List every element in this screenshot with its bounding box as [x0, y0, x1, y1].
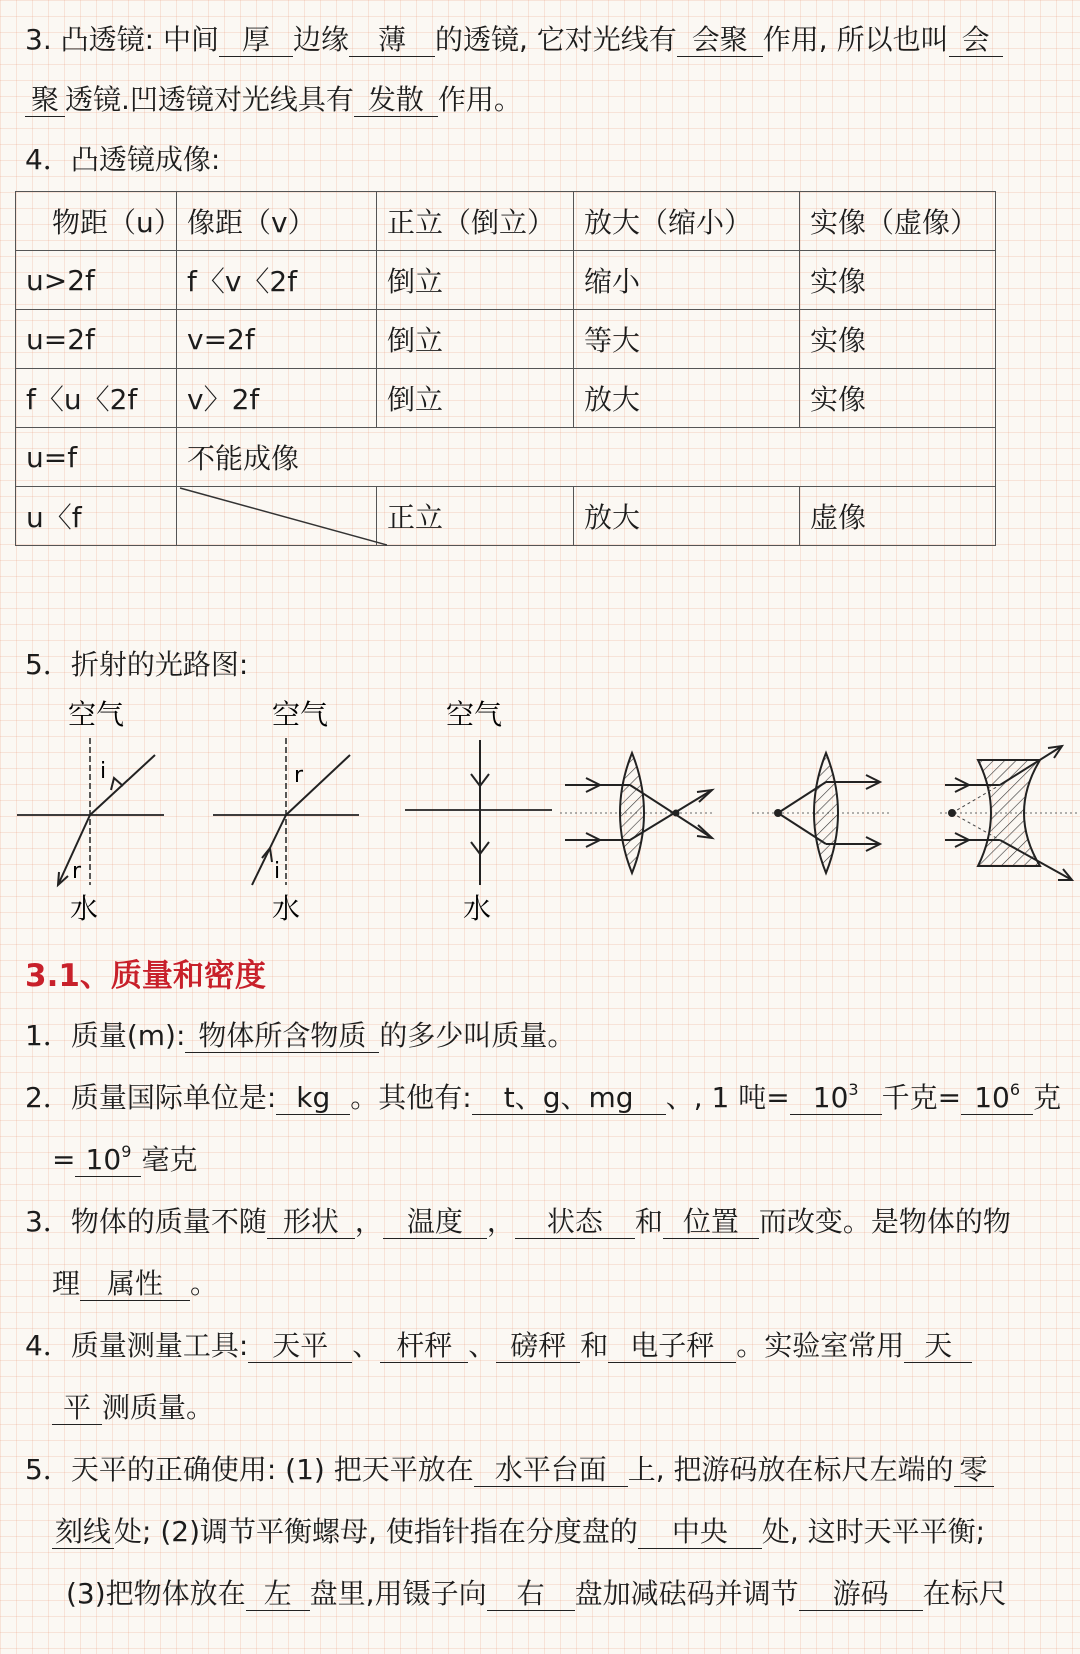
text: 、, 1 吨=: [665, 1081, 790, 1114]
answer-blank: [961, 1082, 1033, 1115]
exponent: 9: [121, 1142, 132, 1161]
answer-blank: 右: [487, 1578, 575, 1611]
answer-blank: 左: [246, 1578, 310, 1611]
mass-q1: [25, 1014, 575, 1054]
air-label: 空气: [446, 698, 503, 731]
mass-q5-cont-2: [66, 1572, 1007, 1612]
table-cell: f〈v〈2f: [177, 251, 377, 310]
answer-blank: [75, 1144, 141, 1177]
air-label: 空气: [68, 698, 125, 731]
answer-blank: 平: [52, 1392, 102, 1425]
answer-blank: t、g、mg: [472, 1082, 666, 1115]
value: 10: [974, 1081, 1010, 1114]
water-label: 水: [463, 892, 492, 925]
section-heading: 3.1、质量和密度: [25, 958, 266, 994]
answer-blank: [790, 1082, 882, 1115]
text: 3．物体的质量不随: [25, 1205, 267, 1238]
text: 处: [114, 1515, 143, 1548]
convex-lens-converging-diagram: [560, 753, 712, 873]
convex-lens-focus-diagram: [752, 753, 890, 873]
table-cell: f〈u〈2f: [16, 369, 177, 428]
table-cell: 正立: [377, 487, 574, 546]
water-label: 水: [70, 892, 99, 925]
angle-i-label: i: [274, 859, 281, 884]
answer-blank: 位置: [663, 1206, 759, 1239]
table-cell: 虚像: [800, 487, 996, 546]
table-cell: 放大: [574, 487, 800, 546]
answer-blank: 状态: [515, 1206, 635, 1239]
text: 作用。: [437, 83, 522, 116]
refraction-diagram-normal: [405, 698, 552, 925]
mass-q5: [25, 1448, 994, 1488]
mass-q5-cont-1: [52, 1510, 985, 1550]
table-cell: 不能成像: [177, 428, 996, 487]
table-cell: u>2f: [16, 251, 177, 310]
table-cell: 倒立: [377, 310, 574, 369]
answer-blank: 物体所含物质: [185, 1020, 379, 1053]
text: 处, 这时天平平衡;: [761, 1515, 986, 1548]
diagonal-line: [177, 487, 387, 546]
text: 作用, 所以也叫: [762, 23, 949, 56]
answer-blank: 温度: [383, 1206, 487, 1239]
text: 、: [352, 1329, 381, 1362]
air-label: 空气: [272, 698, 329, 731]
table-row: [16, 251, 996, 310]
answer-blank: 属性: [80, 1268, 190, 1301]
mass-q2-cont: [52, 1138, 197, 1178]
answer-converging-1: 会: [949, 24, 1003, 57]
answer-blank: 中央: [638, 1516, 762, 1549]
answer-thick: 厚: [219, 24, 293, 57]
answer-blank: 刻线: [52, 1516, 114, 1549]
answer-blank: 形状: [267, 1206, 355, 1239]
answer-blank: 磅秤: [496, 1330, 580, 1363]
table-header-row: [16, 192, 996, 251]
text: 。其他有:: [350, 1081, 472, 1114]
answer-blank: 天平: [248, 1330, 352, 1363]
text: 4．质量测量工具:: [25, 1329, 249, 1362]
convex-lens-line-2: [25, 78, 522, 118]
text: 而改变。是物体的物: [758, 1205, 1011, 1238]
text: 的多少叫质量。: [379, 1019, 576, 1052]
text: 。: [190, 1267, 219, 1300]
refraction-diagram-water-to-air: [213, 698, 359, 925]
table-row: [16, 369, 996, 428]
text: 在标尺: [922, 1577, 1007, 1610]
header-cell: 放大（缩小）: [574, 192, 800, 251]
table-cell: 实像: [800, 310, 996, 369]
angle-r-label: r: [72, 859, 82, 884]
answer-blank: 游码: [799, 1578, 923, 1611]
table-cell: u〈f: [16, 487, 177, 546]
table-cell: 倒立: [377, 369, 574, 428]
text: =: [52, 1143, 76, 1176]
answer-blank: 杆秤: [380, 1330, 468, 1363]
text: 1．质量(m):: [25, 1019, 186, 1052]
answer-blank: 天: [904, 1330, 972, 1363]
text: (3)把物体放在: [66, 1577, 246, 1610]
value: 10: [85, 1143, 122, 1176]
table-cell: 倒立: [377, 251, 574, 310]
refraction-title: 5．折射的光路图:: [25, 648, 249, 681]
text: 3. 凸透镜: 中间: [25, 23, 219, 56]
convex-lens-line-1: [25, 18, 1003, 58]
text: 边缘: [292, 23, 349, 56]
text: 克: [1033, 1081, 1062, 1114]
exponent: 3: [848, 1080, 859, 1099]
table-cell: 实像: [800, 369, 996, 428]
text: 毫克: [141, 1143, 198, 1176]
text: 测质量。: [102, 1391, 215, 1424]
angle-r-label: r: [294, 763, 304, 788]
answer-blank: kg: [276, 1082, 350, 1115]
answer-blank: 水平台面: [474, 1454, 628, 1487]
table-row: [16, 487, 996, 546]
text: 盘加减砝码并调节: [574, 1577, 799, 1610]
text: 理: [52, 1267, 81, 1300]
mass-q2: [25, 1076, 1061, 1116]
table-cell: v=2f: [177, 310, 377, 369]
text: ，: [486, 1205, 515, 1238]
table-row: [16, 428, 996, 487]
mass-q3: [25, 1200, 1011, 1240]
text: 上, 把游码放在标尺左端的: [627, 1453, 954, 1486]
table-row: [16, 310, 996, 369]
mass-q4-cont: [52, 1386, 214, 1426]
text: ; (2)调节平衡螺母, 使指针指在分度盘的: [142, 1515, 638, 1548]
text: 、: [468, 1329, 497, 1362]
header-cell: 物距（u）: [16, 192, 177, 251]
answer-diverge: 发散: [354, 84, 438, 117]
angle-i-label: i: [100, 759, 107, 784]
refraction-diagram-air-to-water: [17, 698, 164, 925]
table-cell: u=2f: [16, 310, 177, 369]
value: 10: [812, 1081, 849, 1114]
header-cell: 像距（v）: [177, 192, 377, 251]
concave-lens-diverging-diagram: [940, 746, 1080, 880]
text: 2．质量国际单位是:: [25, 1081, 277, 1114]
mass-q3-cont: [52, 1262, 218, 1302]
header-cell: 实像（虚像）: [800, 192, 996, 251]
table-cell: 缩小: [574, 251, 800, 310]
exponent: 6: [1009, 1080, 1021, 1099]
text: 盘里,用镊子向: [309, 1577, 487, 1610]
table-cell: u=f: [16, 428, 177, 487]
answer-blank: 零: [954, 1454, 994, 1487]
text: 和: [634, 1205, 663, 1238]
text: 。实验室常用: [736, 1329, 905, 1362]
answer-blank: 电子秤: [608, 1330, 736, 1363]
table-cell: 等大: [574, 310, 800, 369]
text: ，: [354, 1205, 383, 1238]
answer-converge: 会聚: [677, 24, 763, 57]
answer-converging-2: 聚: [25, 84, 65, 117]
lens-imaging-table: [15, 191, 996, 546]
text: 的透镜, 它对光线有: [434, 23, 677, 56]
table-cell: v〉2f: [177, 369, 377, 428]
imaging-title: 4．凸透镜成像:: [25, 143, 221, 176]
text: 千克=: [881, 1081, 962, 1114]
water-label: 水: [272, 892, 301, 925]
table-cell: 实像: [800, 251, 996, 310]
mass-q4: [25, 1324, 972, 1364]
table-cell: 放大: [574, 369, 800, 428]
diagonal-empty-cell: [177, 487, 377, 546]
answer-thin: 薄: [349, 24, 435, 57]
text: 5．天平的正确使用: (1) 把天平放在: [25, 1453, 474, 1486]
text: 和: [580, 1329, 609, 1362]
text: 透镜.凹透镜对光线具有: [65, 83, 354, 116]
header-cell: 正立（倒立）: [377, 192, 574, 251]
refraction-diagrams: [0, 690, 1080, 930]
